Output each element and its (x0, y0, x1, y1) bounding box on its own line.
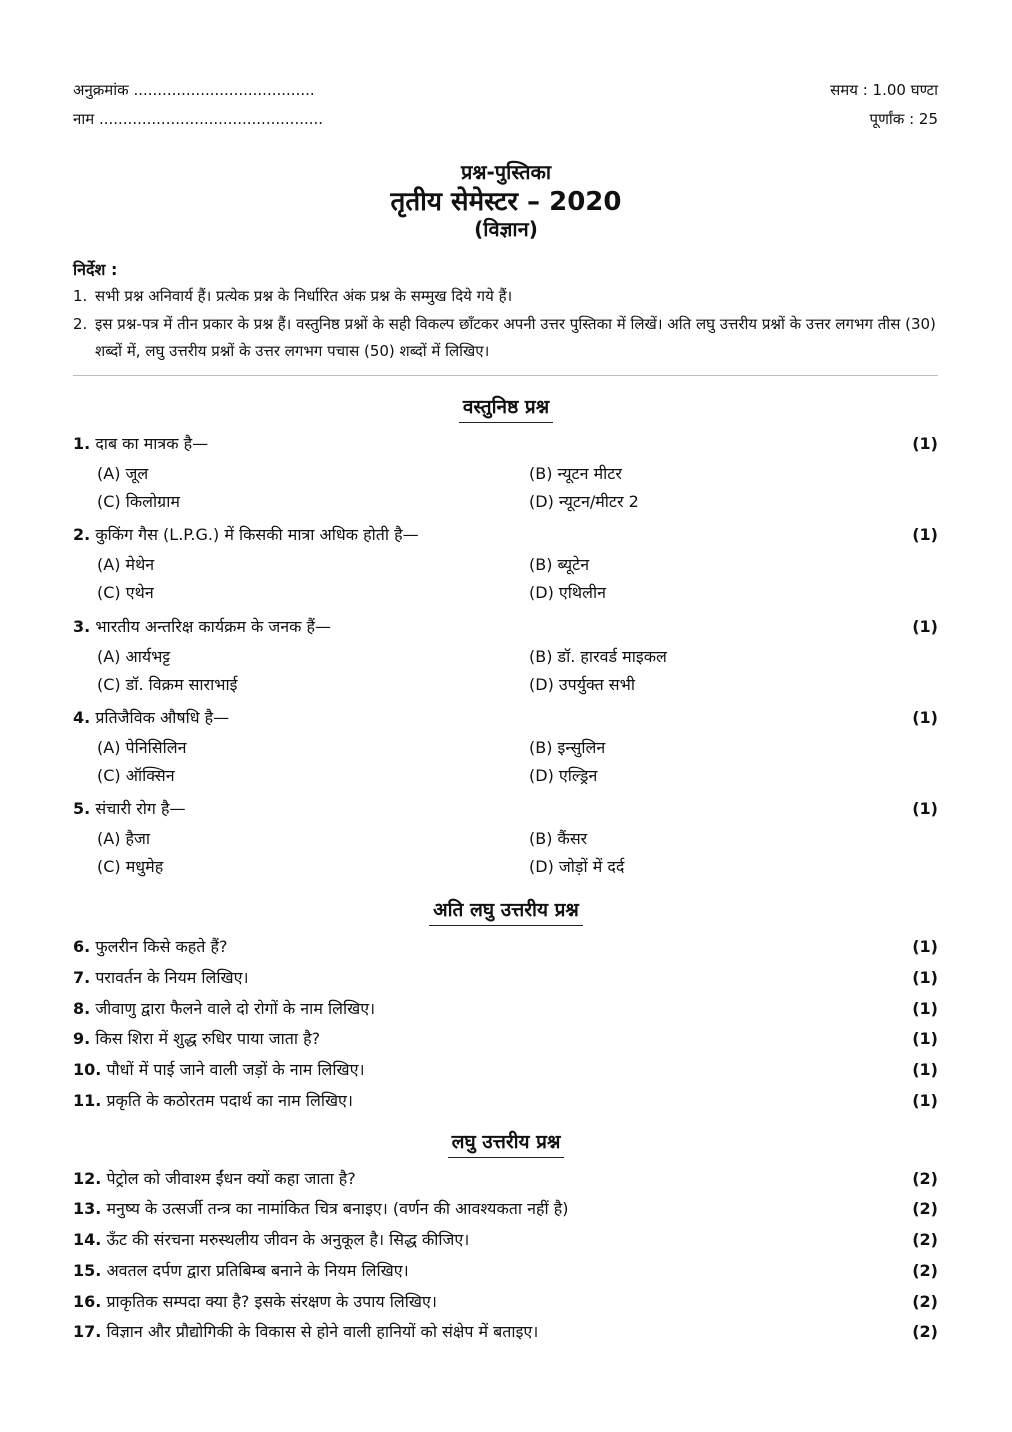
question-number: 12. (73, 1169, 102, 1188)
question-row (73, 1259, 938, 1283)
question-number: 7. (73, 968, 91, 987)
question-row (73, 1027, 938, 1051)
question-marks: (1) (912, 617, 938, 636)
question-number: 13. (73, 1199, 102, 1218)
question-number: 8. (73, 999, 91, 1018)
question-marks: (1) (912, 1091, 938, 1110)
option: (C) मधुमेह (97, 857, 164, 876)
option: (C) डॉ. विक्रम साराभाई (97, 675, 238, 694)
header-row-1 (73, 80, 938, 100)
question-marks: (1) (912, 708, 938, 727)
section-heading-very-short (0, 896, 1012, 922)
option: (A) हैजा (97, 829, 151, 848)
question-row (73, 1167, 938, 1191)
question-marks: (1) (912, 525, 938, 544)
time-label: समय : 1.00 घण्टा (830, 81, 938, 99)
question-marks: (1) (912, 937, 938, 956)
option: (D) न्यूटन/मीटर 2 (529, 492, 639, 511)
option: (B) इन्सुलिन (529, 738, 606, 757)
option: (B) कैंसर (529, 829, 588, 848)
question-text: मनुष्य के उत्सर्जी तन्त्र का नामांकित चित्र बनाइए। (वर्णन की आवश्यकता नहीं है) (106, 1199, 569, 1218)
question-text: प्राकृतिक सम्पदा क्या है? इसके संरक्षण के उपाय लिखिए। (106, 1292, 437, 1311)
option: (D) उपर्युक्त सभी (529, 675, 636, 694)
question-marks: (2) (912, 1199, 938, 1218)
question-row (73, 523, 938, 547)
question-marks: (1) (912, 968, 938, 987)
question-marks: (1) (912, 1060, 938, 1079)
question-marks: (1) (912, 434, 938, 453)
section-heading-text: अति लघु उत्तरीय प्रश्न (429, 899, 583, 926)
name-label: नाम ............................................... (73, 110, 324, 128)
section-heading-text: वस्तुनिष्ठ प्रश्न (459, 396, 553, 423)
option: (D) जोड़ों में दर्द (529, 857, 625, 876)
question-number: 10. (73, 1060, 102, 1079)
question-row (73, 1290, 938, 1314)
option: (A) मेथेन (97, 555, 155, 574)
question-row (73, 1197, 938, 1221)
question-number: 2. (73, 525, 91, 544)
instruction-number: 2. (73, 315, 88, 333)
option: (A) जूल (97, 464, 149, 483)
booklet-title: प्रश्न-पुस्तिका (460, 160, 552, 184)
section-heading-short (0, 1128, 1012, 1154)
question-number: 15. (73, 1261, 102, 1280)
question-number: 5. (73, 799, 91, 818)
question-number: 9. (73, 1029, 91, 1048)
question-marks: (2) (912, 1322, 938, 1341)
option: (B) डॉ. हारवर्ड माइकल (529, 647, 667, 666)
question-text: दाब का मात्रक है— (95, 434, 209, 453)
option: (C) एथेन (97, 583, 154, 602)
option: (C) ऑक्सिन (97, 766, 175, 785)
instruction-number: 1. (73, 287, 88, 305)
section-heading-text: लघु उत्तरीय प्रश्न (448, 1131, 565, 1158)
question-text: विज्ञान और प्रौद्योगिकी के विकास से होने वाली हानियों को संक्षेप में बताइए। (106, 1322, 539, 1341)
question-text: परावर्तन के नियम लिखिए। (95, 968, 249, 987)
question-text: फुलरीन किसे कहते हैं? (95, 937, 228, 956)
question-number: 6. (73, 937, 91, 956)
subject-title: (विज्ञान) (474, 217, 538, 241)
option: (B) ब्यूटेन (529, 555, 590, 574)
question-marks: (2) (912, 1292, 938, 1311)
option: (A) आर्यभट्ट (97, 647, 171, 666)
question-number: 14. (73, 1230, 102, 1249)
question-text: प्रकृति के कठोरतम पदार्थ का नाम लिखिए। (106, 1091, 353, 1110)
question-row (73, 797, 938, 821)
option: (A) पेनिसिलिन (97, 738, 187, 757)
question-text: पेट्रोल को जीवाश्म ईंधन क्यों कहा जाता है? (106, 1169, 356, 1188)
question-marks: (1) (912, 999, 938, 1018)
question-text: कुकिंग गैस (L.P.G.) में किसकी मात्रा अधिक होती है— (95, 525, 419, 544)
question-row (73, 615, 938, 639)
question-marks: (2) (912, 1230, 938, 1249)
question-text: ऊँट की संरचना मरुस्थलीय जीवन के अनुकूल है। सिद्ध कीजिए। (106, 1230, 470, 1249)
question-text: जीवाणु द्वारा फैलने वाले दो रोगों के नाम लिखिए। (95, 999, 376, 1018)
option: (D) एल्ड्रिन (529, 766, 598, 785)
question-text: संचारी रोग है— (95, 799, 186, 818)
question-row (73, 966, 938, 990)
option: (B) न्यूटन मीटर (529, 464, 622, 483)
question-row (73, 1228, 938, 1252)
option: (D) एथिलीन (529, 583, 606, 602)
question-row (73, 1089, 938, 1113)
total-marks-label: पूर्णांक : 25 (869, 110, 938, 128)
question-row (73, 432, 938, 456)
question-text: अवतल दर्पण द्वारा प्रतिबिम्ब बनाने के नियम लिखिए। (106, 1261, 409, 1280)
semester-title: तृतीय सेमेस्टर – 2020 (390, 187, 622, 217)
question-number: 1. (73, 434, 91, 453)
question-number: 4. (73, 708, 91, 727)
instructions-heading: निर्देश : (73, 260, 118, 279)
option: (C) किलोग्राम (97, 492, 180, 511)
question-row (73, 1058, 938, 1082)
question-marks: (1) (912, 1029, 938, 1048)
question-number: 17. (73, 1322, 102, 1341)
question-row (73, 935, 938, 959)
instruction-item (73, 283, 938, 310)
question-number: 3. (73, 617, 91, 636)
question-marks: (2) (912, 1169, 938, 1188)
instruction-item (73, 311, 938, 365)
question-marks: (1) (912, 799, 938, 818)
question-text: प्रतिजैविक औषधि है— (95, 708, 230, 727)
question-text: किस शिरा में शुद्ध रुधिर पाया जाता है? (95, 1029, 321, 1048)
instruction-text: इस प्रश्न-पत्र में तीन प्रकार के प्रश्न हैं। वस्तुनिष्ठ प्रश्नों के सही विकल्प छाँटकर अपनी उत्तर पुस्तिका में लिखें। अति लघु उत्तरीय प्रश्नों के उत्तर लगभग तीस (30) शब्दों में, लघु उत्तरीय प्रश्नों के उत्तर लगभग पचास (50) शब्दों में लिखिए। (95, 315, 936, 360)
instruction-text: सभी प्रश्न अनिवार्य हैं। प्रत्येक प्रश्न के निर्धारित अंक प्रश्न के सम्मुख दिये गये हैं। (95, 287, 513, 305)
question-text: भारतीय अन्तरिक्ष कार्यक्रम के जनक हैं— (95, 617, 332, 636)
roll-number-label: अनुक्रमांक ...................................... (73, 81, 315, 99)
section-heading-objective (0, 393, 1012, 419)
question-row (73, 1320, 938, 1344)
question-number: 16. (73, 1292, 102, 1311)
question-row (73, 706, 938, 730)
question-text: पौधों में पाई जाने वाली जड़ों के नाम लिखिए। (106, 1060, 365, 1079)
question-marks: (2) (912, 1261, 938, 1280)
question-number: 11. (73, 1091, 102, 1110)
divider (73, 375, 938, 376)
question-row (73, 997, 938, 1021)
header-row-2 (73, 109, 938, 129)
